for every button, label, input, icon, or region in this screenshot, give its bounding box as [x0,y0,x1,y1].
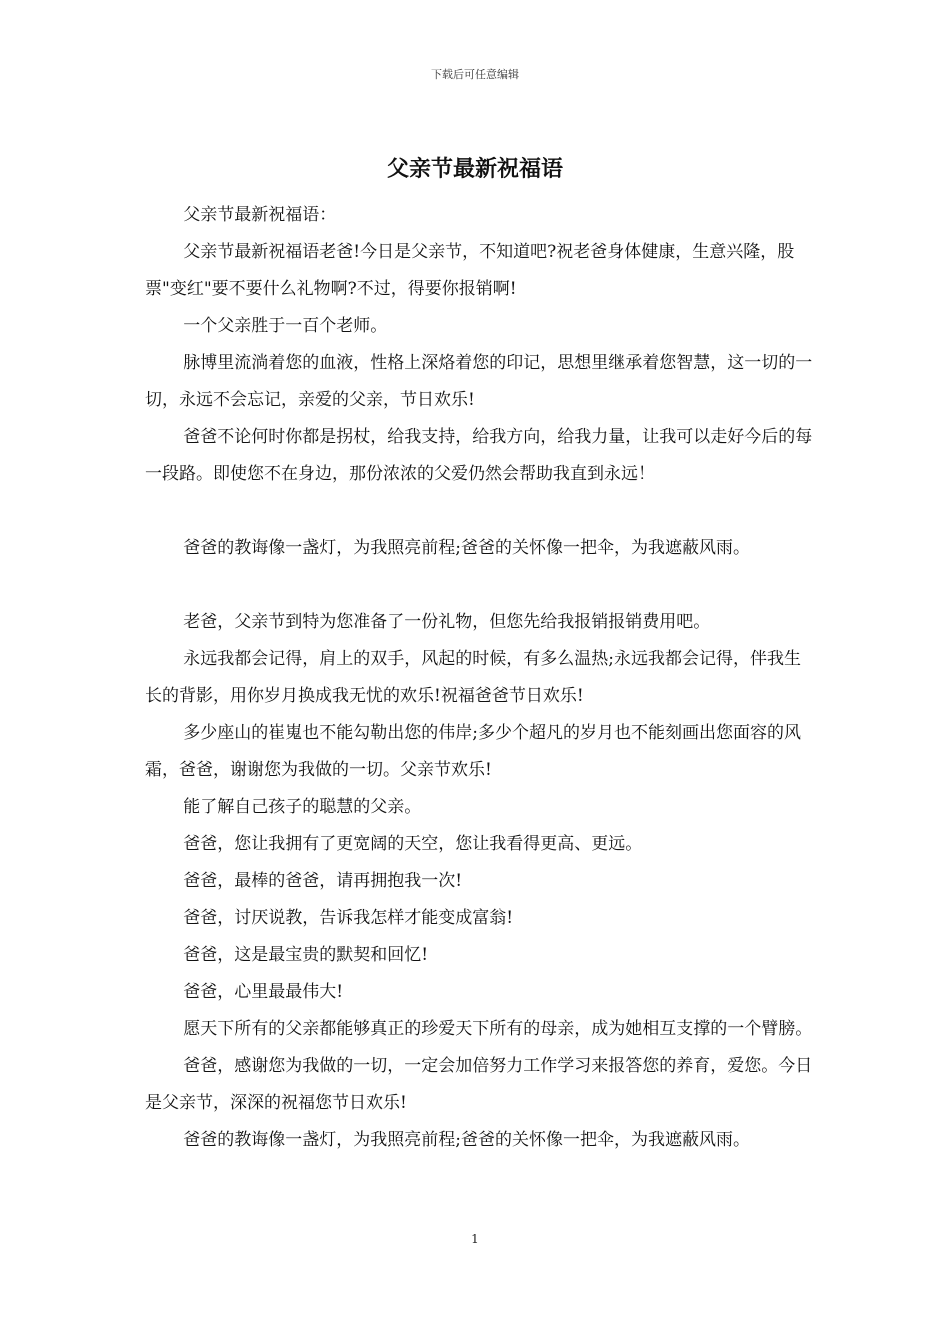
document-title: 父亲节最新祝福语 [386,156,563,182]
paragraph: 爸爸，最棒的爸爸，请再拥抱我一次! [183,871,463,891]
paragraph: 父亲节最新祝福语老爸!今日是父亲节，不知道吧?祝老爸身体健康，生意兴隆，股票"变红"要不要什么礼物啊?不过，得要你报销啊! [145,242,795,299]
paragraph: 爸爸，这是最宝贵的默契和回忆! [183,945,429,965]
paragraph: 爸爸的教诲像一盏灯，为我照亮前程;爸爸的关怀像一把伞，为我遮蔽风雨。 [183,1130,750,1150]
paragraph: 一个父亲胜于一百个老师。 [183,316,388,336]
paragraph: 老爸，父亲节到特为您准备了一份礼物，但您先给我报销报销费用吧。 [183,612,711,632]
paragraph: 爸爸，您让我拥有了更宽阔的天空，您让我看得更高、更远。 [183,834,643,854]
paragraph: 永远我都会记得，肩上的双手，风起的时候，有多么温热;永远我都会记得，伴我生长的背影，用你岁月换成我无忧的欢乐!祝福爸爸节日欢乐! [145,649,801,706]
paragraph: 父亲节最新祝福语： [183,205,337,225]
paragraph: 愿天下所有的父亲都能够真正的珍爱天下所有的母亲，成为她相互支撑的一个臂膀。 [183,1019,813,1039]
paragraph: 多少座山的崔嵬也不能勾勒出您的伟岸;多少个超凡的岁月也不能刻画出您面容的风霜，爸爸，谢谢您为我做的一切。父亲节欢乐! [145,723,801,780]
header-note: 下载后可任意编辑 [431,68,519,81]
paragraph: 爸爸，讨厌说教，告诉我怎样才能变成富翁! [183,908,514,928]
paragraph: 爸爸，心里最最伟大! [183,982,344,1002]
paragraph: 爸爸的教诲像一盏灯，为我照亮前程;爸爸的关怀像一把伞，为我遮蔽风雨。 [183,538,750,558]
paragraph: 爸爸不论何时你都是拐杖，给我支持，给我方向，给我力量，让我可以走好今后的每一段路。即使您不在身边，那份浓浓的父爱仍然会帮助我直到永远！ [145,427,813,484]
paragraph: 爸爸，感谢您为我做的一切，一定会加倍努力工作学习来报答您的养育，爱您。今日是父亲节，深深的祝福您节日欢乐! [145,1056,813,1113]
paragraph: 脉博里流淌着您的血液，性格上深烙着您的印记，思想里继承着您智慧，这一切的一切，永远不会忘记，亲爱的父亲，节日欢乐! [145,353,813,410]
page-number: 1 [471,1232,479,1246]
document-body [145,197,815,1159]
paragraph: 能了解自己孩子的聪慧的父亲。 [183,797,422,817]
